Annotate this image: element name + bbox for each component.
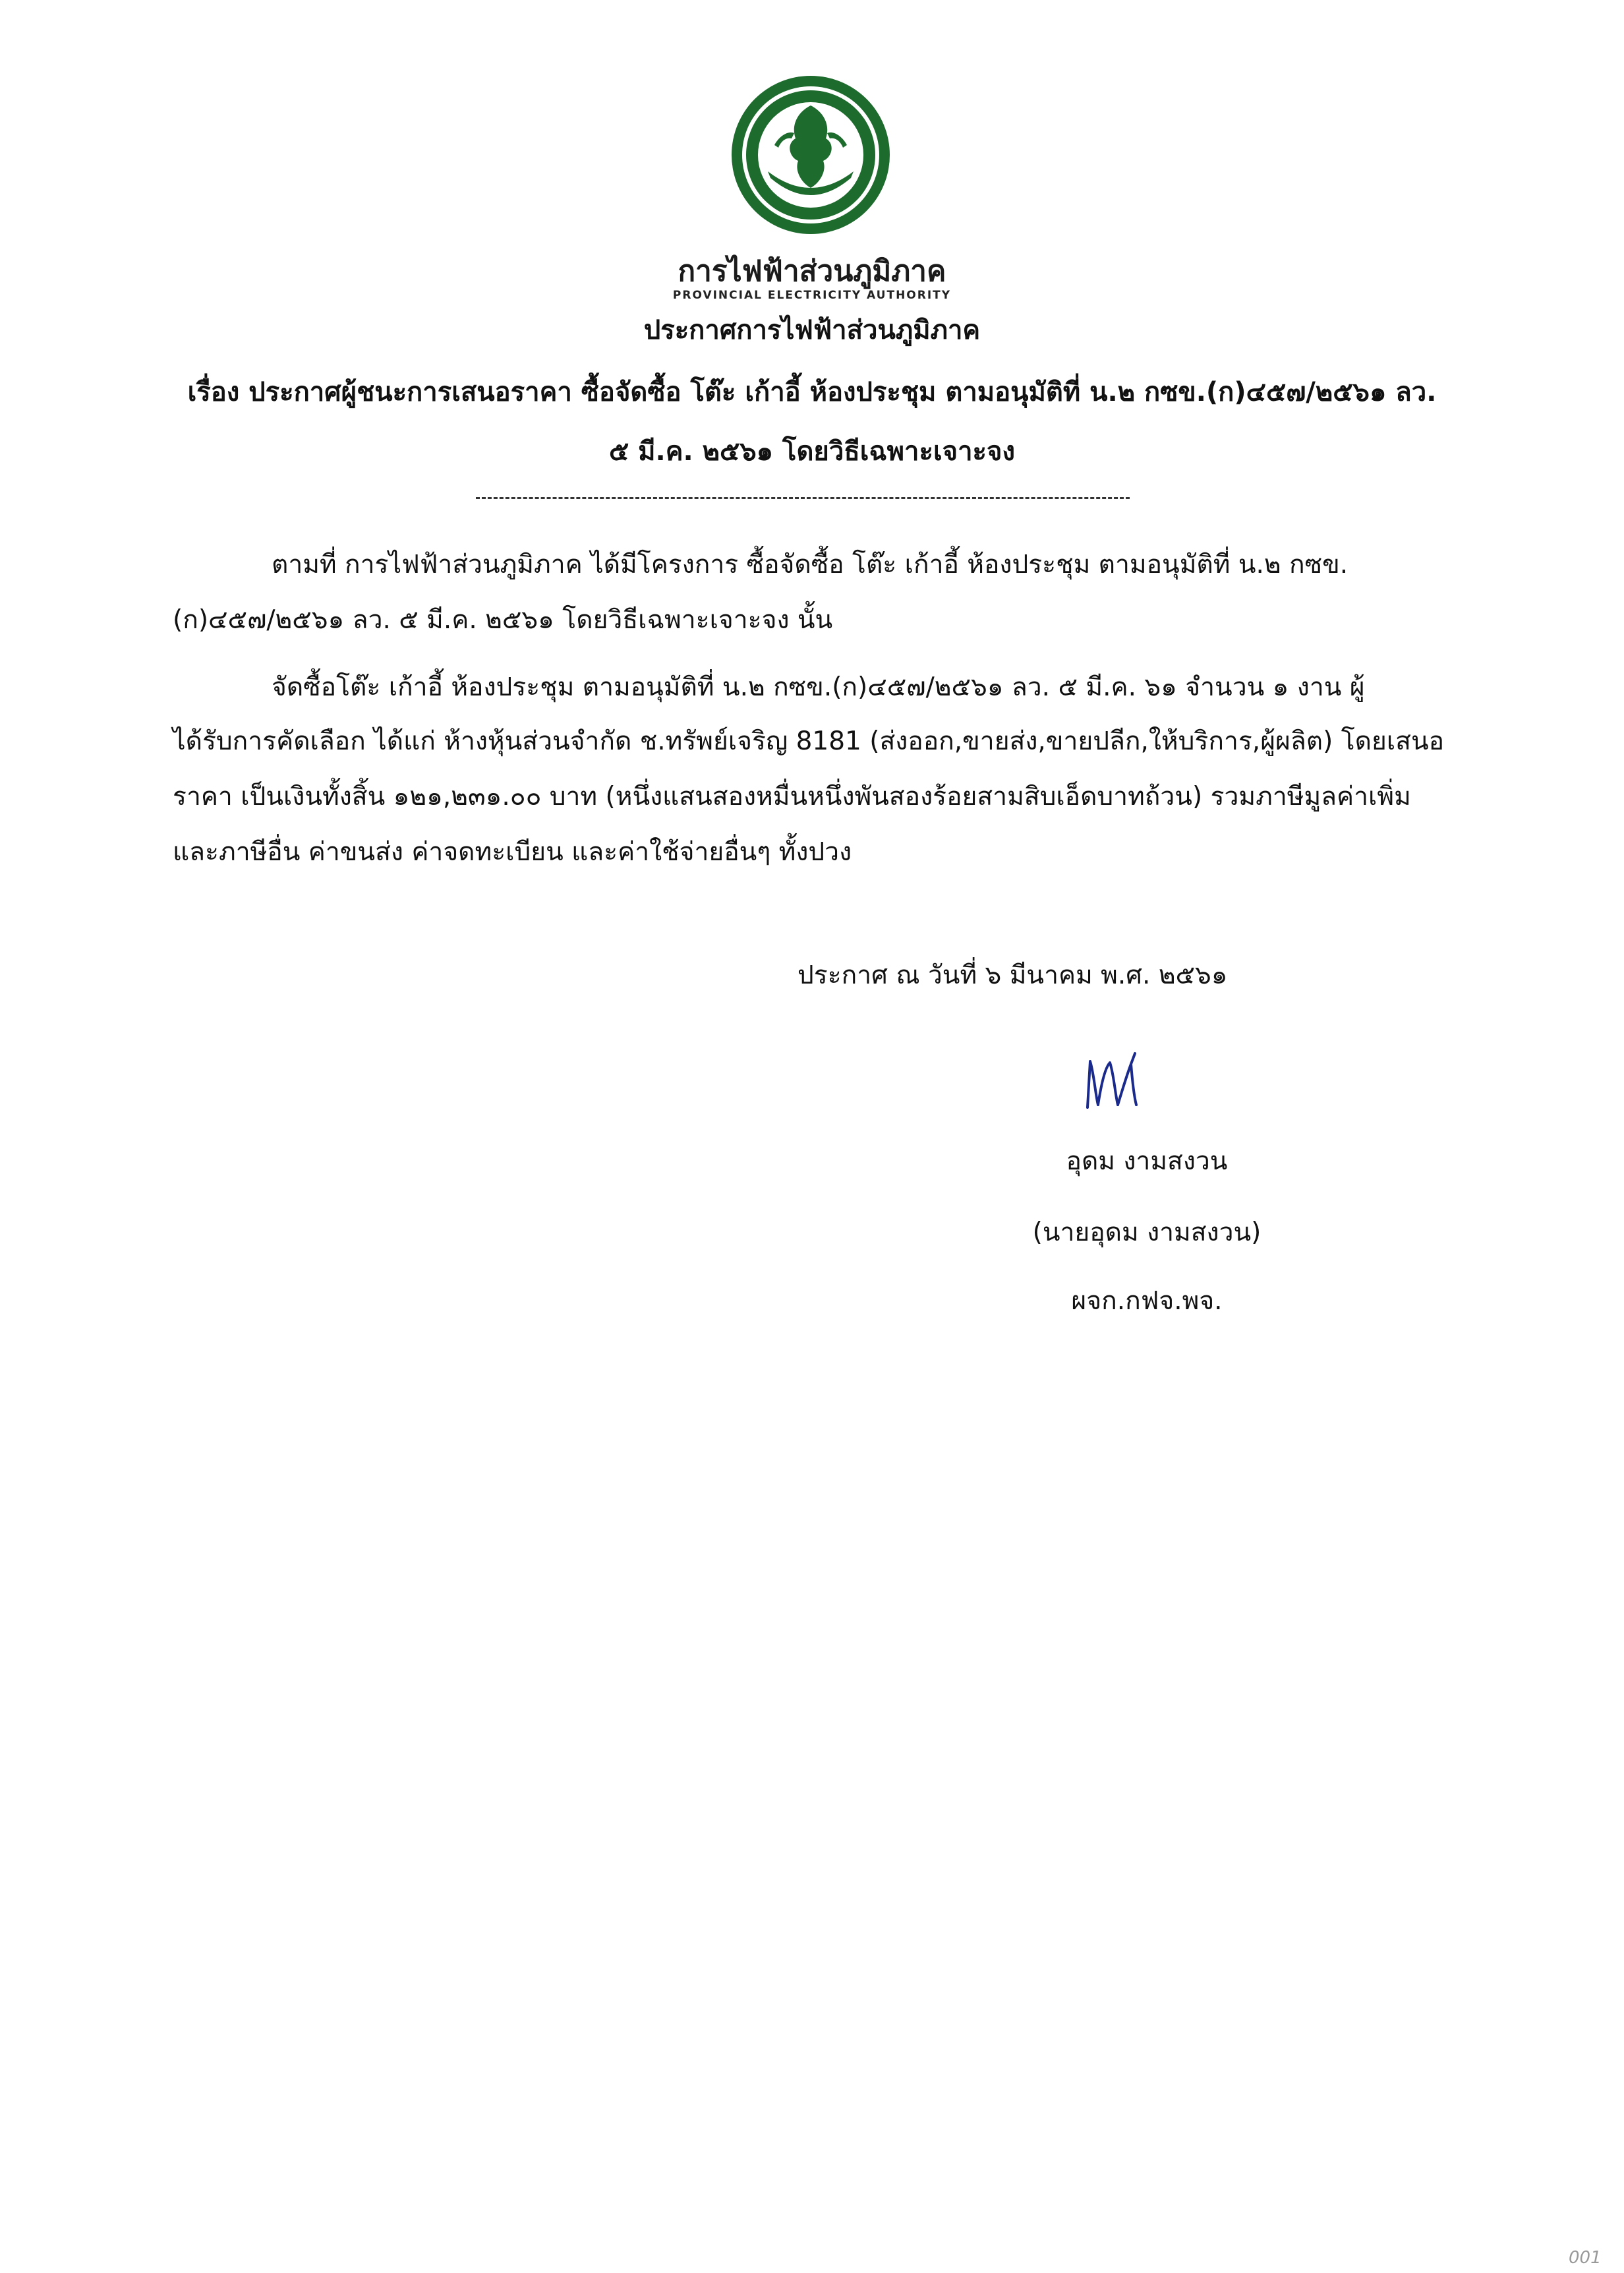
announcement-date: ประกาศ ณ วันที่ ๖ มีนาคม พ.ศ. ๒๕๖๑ <box>798 960 1228 990</box>
signer-name: อุดม งามสงวน <box>1066 1146 1228 1176</box>
paragraph-2-line-4: และภาษีอื่น ค่าขนส่ง ค่าจดทะเบียน และค่าใช้จ่ายอื่นๆ ทั้งปวง <box>173 837 852 867</box>
pea-emblem-icon <box>728 73 893 237</box>
page-number: 001 <box>1569 2248 1602 2268</box>
signer-full-name: (นายอุดม งามสงวน) <box>1032 1218 1262 1247</box>
handwritten-signature <box>1081 1048 1160 1114</box>
subject-line-1: เรื่อง ประกาศผู้ชนะการเสนอราคา ซื้อจัดซื้อ โต๊ะ เก้าอี้ ห้องประชุม ตามอนุมัติที่ น.๒ กซข.(ก)๔๕๗/๒๕๖๑ ลว. <box>187 377 1437 407</box>
organization-name-thai: การไฟฟ้าส่วนภูมิภาค <box>678 254 946 288</box>
paragraph-1-line-1: ตามที่ การไฟฟ้าส่วนภูมิภาค ได้มีโครงการ ซื้อจัดซื้อ โต๊ะ เก้าอี้ ห้องประชุม ตามอนุมัติที่ น.๒ กซข. <box>272 550 1348 579</box>
divider <box>476 497 1130 499</box>
organization-name-english: PROVINCIAL ELECTRICITY AUTHORITY <box>672 289 952 302</box>
paragraph-2-line-2: ได้รับการคัดเลือก ได้แก่ ห้างหุ้นส่วนจำกัด ช.ทรัพย์เจริญ 8181 (ส่งออก,ขายส่ง,ขายปลีก,ให้บริการ,ผู้ผลิต) โดยเสนอ <box>173 726 1445 756</box>
paragraph-1-line-2: (ก)๔๕๗/๒๕๖๑ ลว. ๕ มี.ค. ๒๕๖๑ โดยวิธีเฉพาะเจาะจง นั้น <box>173 605 833 635</box>
paragraph-2-line-3: ราคา เป็นเงินทั้งสิ้น ๑๒๑,๒๓๑.๐๐ บาท (หนึ่งแสนสองหมื่นหนึ่งพันสองร้อยสามสิบเอ็ดบาทถ้วน) รวมภาษีมูลค่าเพิ่ม <box>173 782 1411 812</box>
paragraph-2-line-1: จัดซื้อโต๊ะ เก้าอี้ ห้องประชุม ตามอนุมัติที่ น.๒ กซข.(ก)๔๕๗/๒๕๖๑ ลว. ๕ มี.ค. ๖๑ จำนวน ๑ งาน ผู้ <box>272 672 1365 702</box>
announcement-title: ประกาศการไฟฟ้าส่วนภูมิภาค <box>643 315 981 345</box>
subject-line-2: ๕ มี.ค. ๒๕๖๑ โดยวิธีเฉพาะเจาะจง <box>608 436 1015 467</box>
signer-position: ผจก.กฟจ.พจ. <box>1071 1286 1223 1316</box>
